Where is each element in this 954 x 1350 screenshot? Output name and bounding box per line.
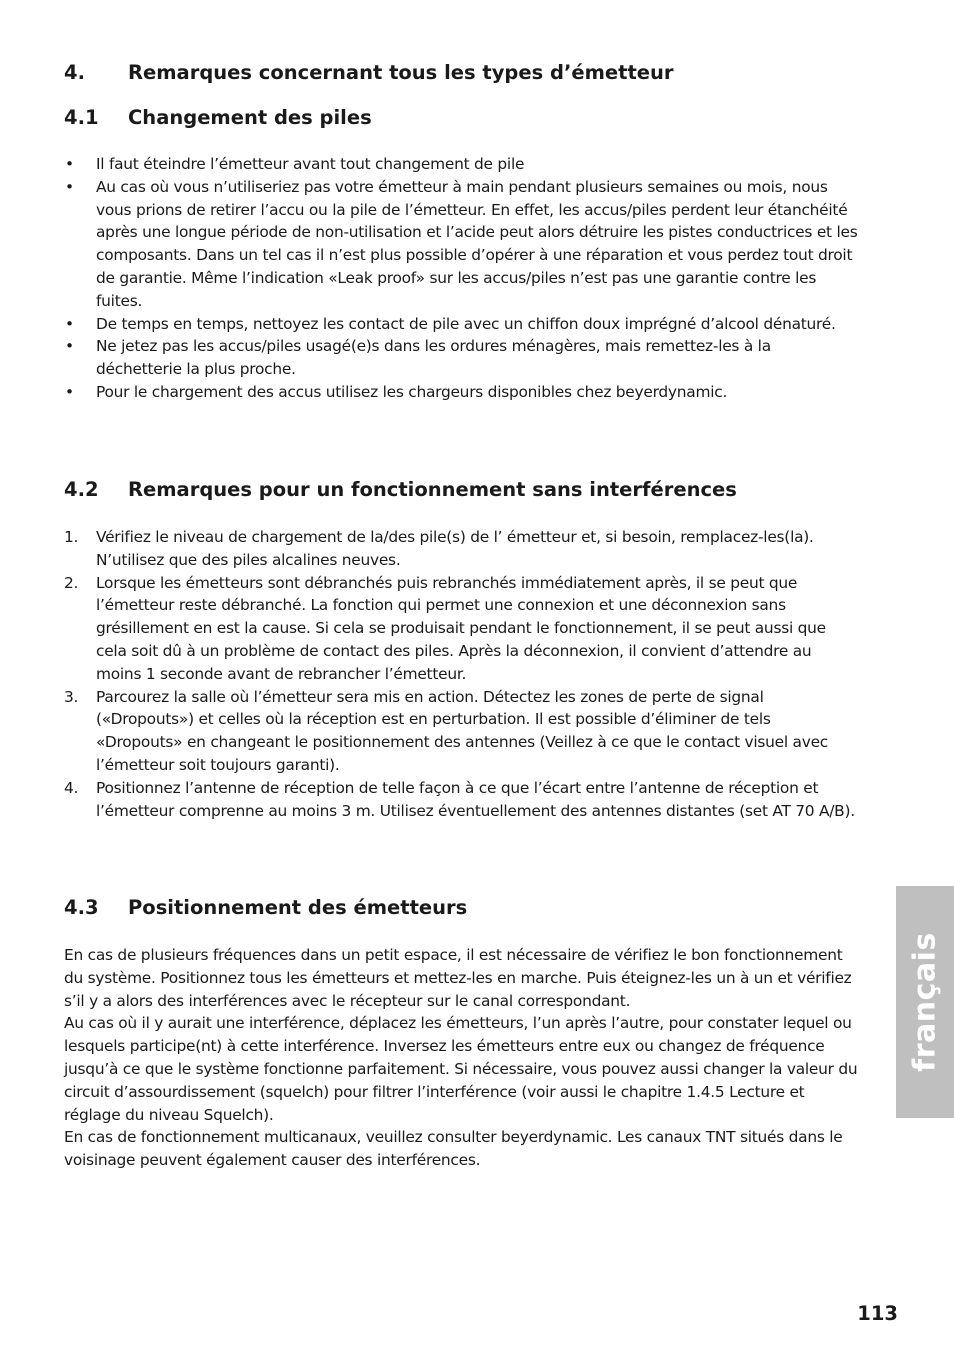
page-number: 113 xyxy=(857,1302,898,1325)
list-item-text: Ne jetez pas les accus/piles usagé(e)s dans les ordures ménagères, mais remettez-les à la déchetterie la plus proche. xyxy=(96,337,771,379)
bullet-marker: • xyxy=(65,382,74,401)
battery-change-list xyxy=(64,153,858,404)
list-item xyxy=(64,313,858,336)
section-4-3-heading xyxy=(64,896,467,920)
section-4-heading xyxy=(64,61,674,85)
bullet-marker: • xyxy=(65,314,74,333)
section-4-number: 4. xyxy=(64,61,85,84)
bullet-marker: • xyxy=(65,155,74,173)
language-side-tab xyxy=(896,886,954,1118)
list-item xyxy=(64,686,858,777)
section-4-3-body xyxy=(64,944,860,1172)
paragraph: En cas de plusieurs fréquences dans un petit espace, il est nécessaire de vérifiez le bon fonctionnement du système. Positionnez tous les émetteurs et mettez-les en marche. Puis éteignez-les un à un et vérifiez s’il y a alors des interférences avec le récepteur sur le canal correspondant. xyxy=(64,946,852,1010)
list-item xyxy=(64,572,858,686)
list-item-text: Il faut éteindre l’émetteur avant tout changement de pile xyxy=(96,155,525,173)
list-item-text: Au cas où vous n’utiliseriez pas votre émetteur à main pendant plusieurs semaines ou mois, nous vous prions de retirer l’accu ou la pile de l’émetteur. En effet, les accus/piles perdent leur étanchéité après une longue période de non-utilisation et l’acide peut alors détruire les pistes conductrices et les composants. Dans un tel cas il n’est plus possible d’opérer à une réparation et vous perdez tout droit de garantie. Même l’indication «Leak proof» sur les accus/piles n’est pas une garantie contre les fuites. xyxy=(96,177,858,310)
section-4-1-title: Changement des piles xyxy=(128,106,372,129)
list-item xyxy=(64,526,858,572)
section-4-2-title: Remarques pour un fonctionnement sans interférences xyxy=(128,478,737,501)
list-item xyxy=(64,777,858,823)
section-4-2-heading xyxy=(64,478,737,502)
list-item-text: De temps en temps, nettoyez les contact de pile avec un chiffon doux imprégné d’alcool dénaturé. xyxy=(96,314,836,333)
section-4-title: Remarques concernant tous les types d’émetteur xyxy=(128,61,674,84)
step-number: 2. xyxy=(64,573,79,592)
list-item-text: Pour le chargement des accus utilisez les chargeurs disponibles chez beyerdynamic. xyxy=(96,382,728,401)
step-number: 3. xyxy=(64,687,79,706)
language-tab-label: français xyxy=(907,932,943,1072)
paragraph: En cas de fonctionnement multicanaux, veuillez consulter beyerdynamic. Les canaux TNT situés dans le voisinage peuvent également causer des interférences. xyxy=(64,1128,843,1170)
interference-free-steps-list xyxy=(64,526,858,822)
bullet-marker: • xyxy=(65,337,74,356)
list-item xyxy=(64,153,858,176)
list-item-text: Positionnez l’antenne de réception de telle façon à ce que l’écart entre l’antenne de réception et l’émetteur comprenne au moins 3 m. Utilisez éventuellement des antennes distantes (set AT 70 A/B). xyxy=(96,778,855,820)
section-4-2-number: 4.2 xyxy=(64,478,99,501)
bullet-marker: • xyxy=(65,177,74,196)
list-item-text: Vérifiez le niveau de chargement de la/des pile(s) de l’ émetteur et, si besoin, remplacez-les(la). N’utilisez que des piles alcalines neuves. xyxy=(96,528,814,569)
list-item xyxy=(64,381,858,404)
step-number: 1. xyxy=(64,528,79,546)
step-number: 4. xyxy=(64,778,79,797)
section-4-1-heading xyxy=(64,106,372,130)
paragraph: Au cas où il y aurait une interférence, déplacez les émetteurs, l’un après l’autre, pour constater lequel ou lesquels participe(nt) à cette interférence. Inversez les émetteurs entre eux ou changez de fréquence jusqu’à ce que le système fonctionne parfaitement. Si nécessaire, vous pouvez aussi changer la valeur du circuit d’assourdissement (squelch) pour filtrer l’interférence (voir aussi le chapitre 1.4.5 Lecture et réglage du niveau Squelch). xyxy=(64,1014,858,1124)
section-4-3-title: Positionnement des émetteurs xyxy=(128,896,468,919)
list-item-text: Parcourez la salle où l’émetteur sera mis en action. Détectez les zones de perte de signal («Dropouts») et celles où la réception est en perturbation. Il est possible d’éliminer de tels «Dropouts» en changeant le positionnement des antennes (Veillez à ce que le contact visuel avec l’émetteur soit toujours garanti). xyxy=(96,687,829,774)
list-item xyxy=(64,335,858,381)
section-4-1-number: 4.1 xyxy=(64,106,99,129)
list-item-text: Lorsque les émetteurs sont débranchés puis rebranchés immédiatement après, il se peut que l’émetteur reste débranché. La fonction qui permet une connexion et une déconnexion sans grésillement en est la cause. Si cela se produisait pendant le fonctionnement, il se peut aussi que cela soit dû à un problème de contact des piles. Après la déconnexion, il convient d’attendre au moins 1 seconde avant de rebrancher l’émetteur. xyxy=(96,573,826,683)
list-item xyxy=(64,176,858,313)
section-4-3-number: 4.3 xyxy=(64,896,99,919)
